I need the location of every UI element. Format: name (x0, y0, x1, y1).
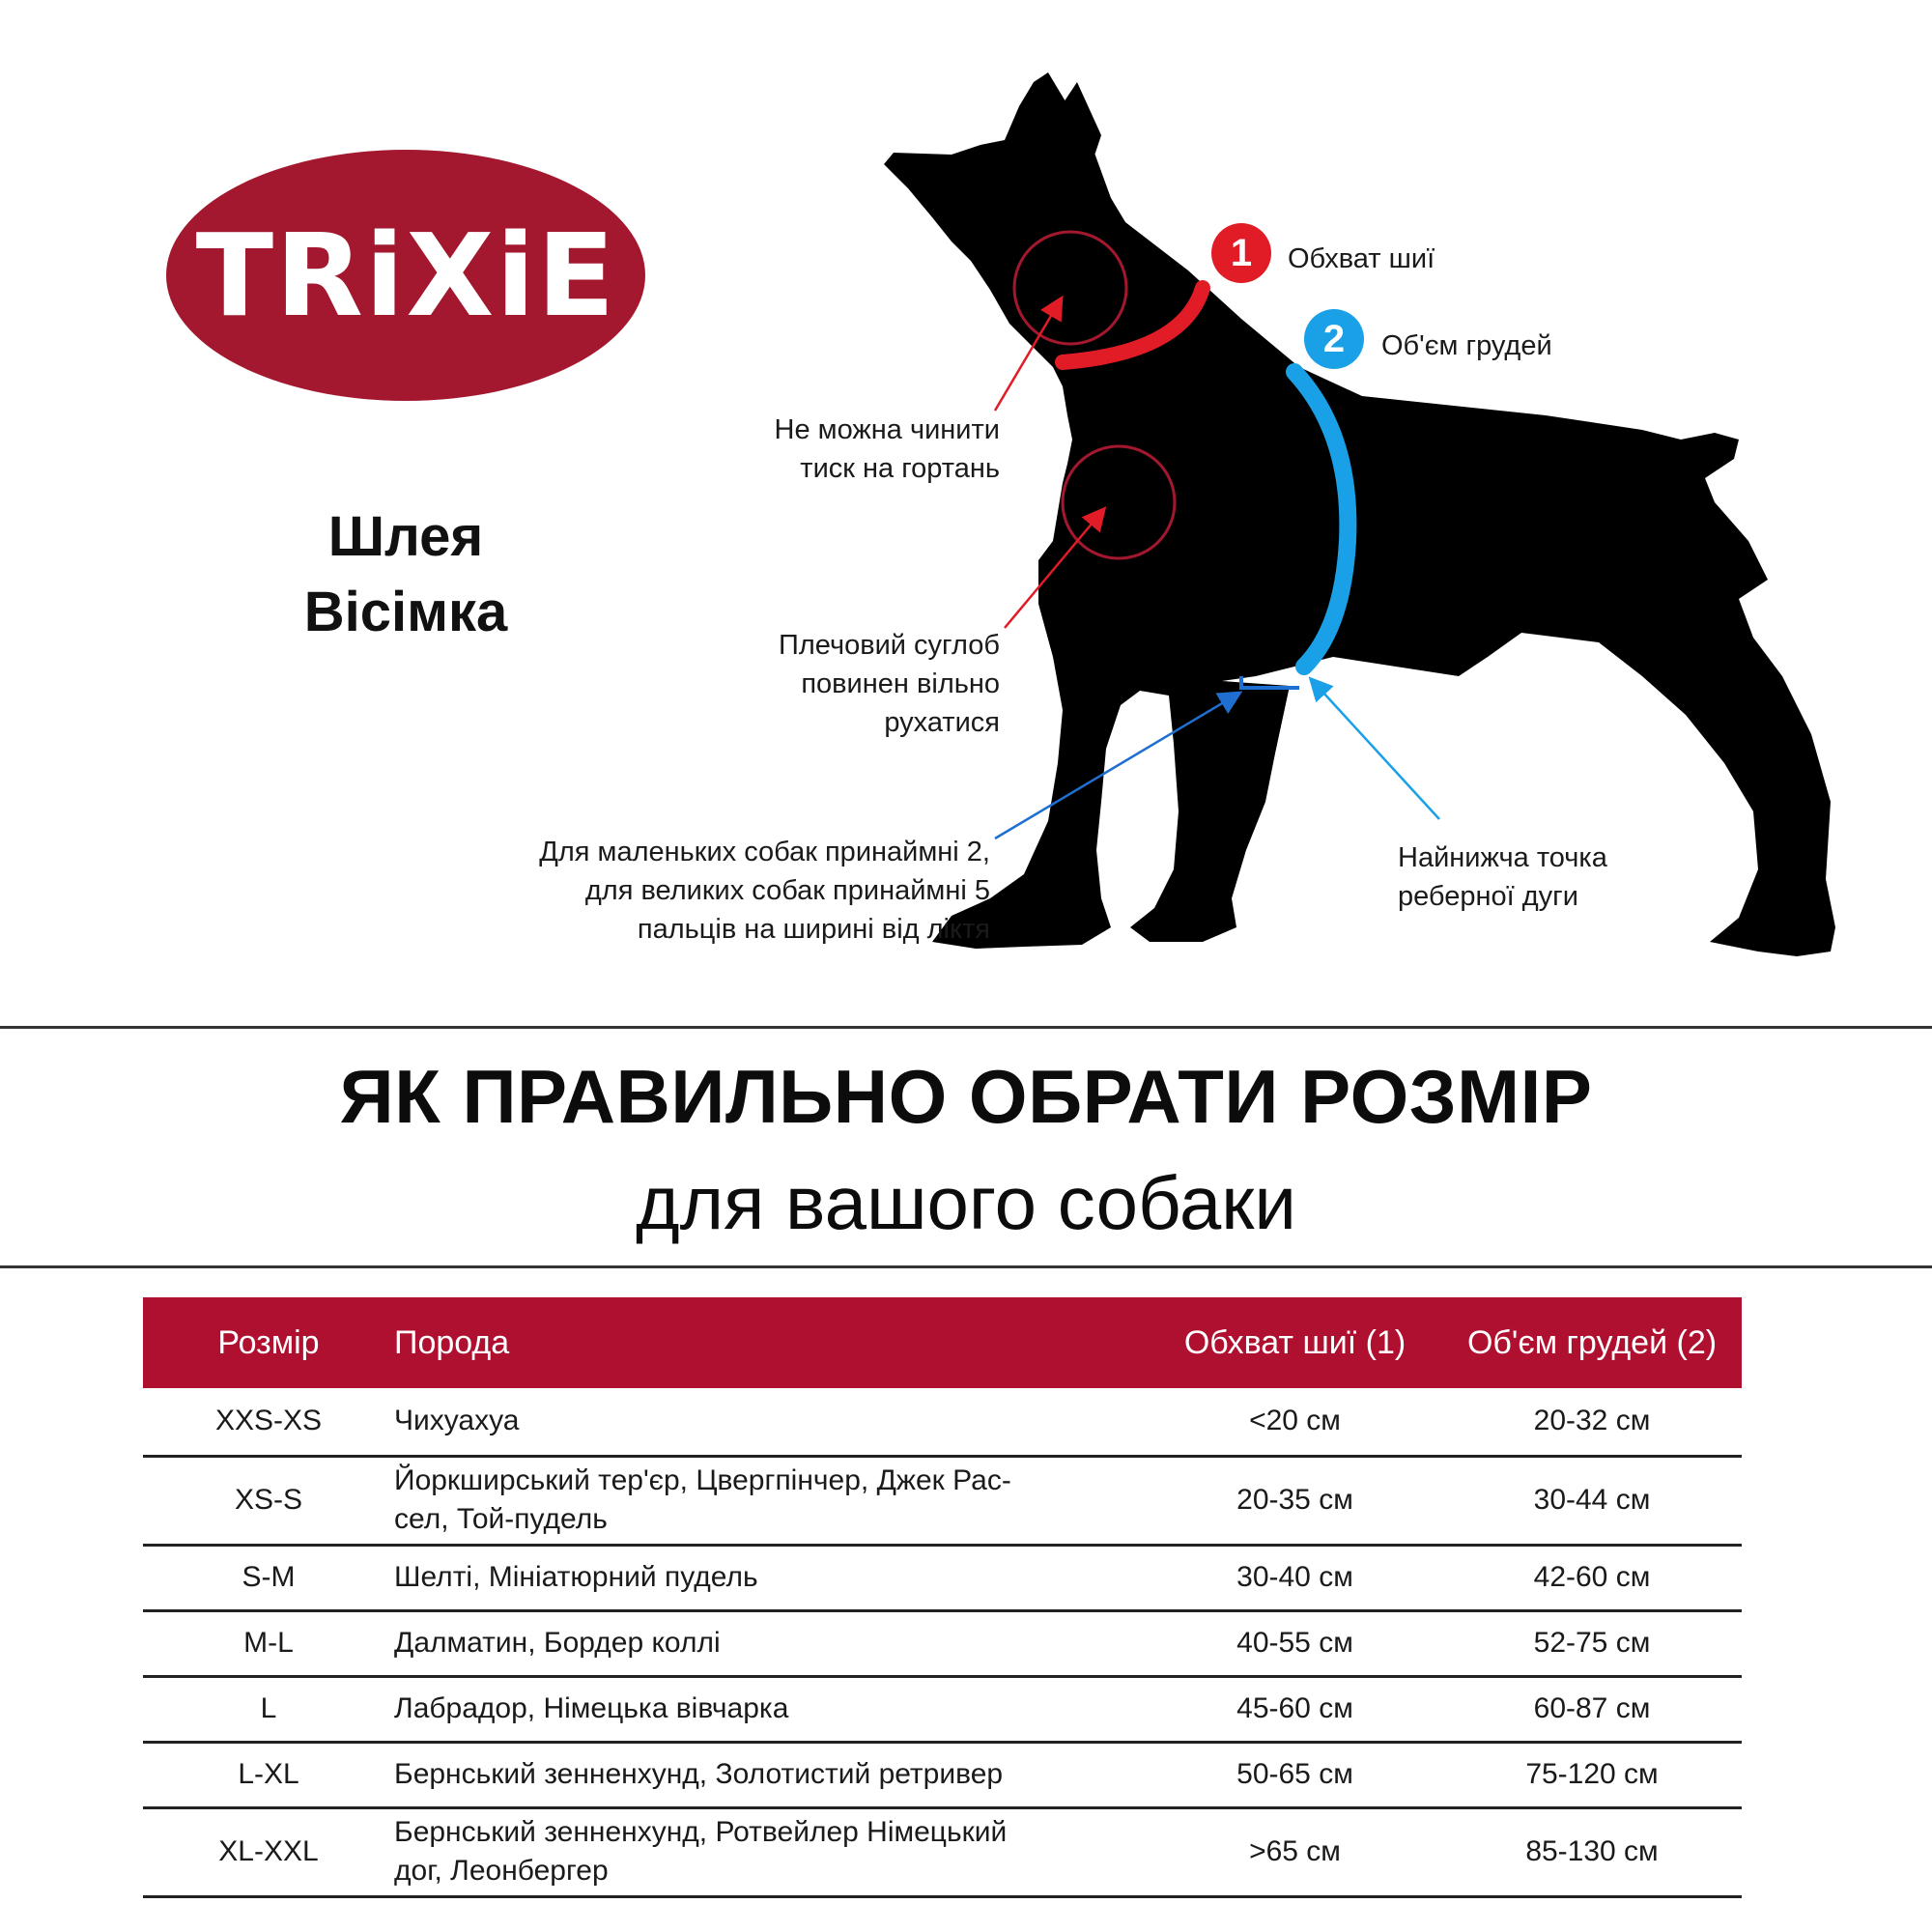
product-title-line1: Шлея (327, 505, 484, 568)
chest-badge: 2 (1304, 309, 1364, 369)
table-row: XS-S Йоркширський тер'єр, Цвергпінчер, Джек Рас- сел, Той-пудель 20-35 см 30-44 см (143, 1456, 1742, 1545)
header-chest: Об'єм грудей (2) (1442, 1297, 1742, 1388)
logo-wordmark: TRiXiE (195, 209, 617, 342)
rib-note: Найнижча точка реберної дуги (1398, 842, 1607, 912)
table-row: M-L Далматин, Бордер коллі 40-55 см 52-75 см (143, 1610, 1742, 1676)
elbow-marker-icon (1241, 676, 1299, 688)
table-row: L-XL Бернський зенненхунд, Золотистий ретривер 50-65 см 75-120 см (143, 1742, 1742, 1807)
dog-silhouette-icon (884, 72, 1835, 956)
size-guide-heading: ЯК ПРАВИЛЬНО ОБРАТИ РОЗМІР (339, 1054, 1593, 1139)
table-row: XXS-XS Чихуахуа <20 см 20-32 см (143, 1388, 1742, 1456)
shoulder-note: Плечовий суглоб повинен вільно рухатися (779, 630, 1000, 738)
rib-arrow-icon (1312, 680, 1439, 819)
table-row: XL-XXL Бернський зенненхунд, Ротвейлер Німецький дог, Леонбергер >65 см 85-130 см (143, 1807, 1742, 1896)
larynx-note: Не можна чинити тиск на гортань (774, 414, 1000, 484)
table-header-row (143, 1297, 1742, 1388)
size-guide-subheading: для вашого собаки (636, 1160, 1296, 1245)
chest-label: Об'єм грудей (1381, 330, 1552, 361)
header-size: Розмір (143, 1297, 394, 1388)
header-breed: Порода (394, 1297, 1148, 1388)
top-divider (0, 1026, 1932, 1029)
header-neck: Обхват шиї (1) (1148, 1297, 1442, 1388)
size-table (143, 1297, 1742, 1898)
bottom-divider (0, 1265, 1932, 1268)
table-row: L Лабрадор, Німецька вівчарка 45-60 см 60-87 см (143, 1676, 1742, 1742)
neck-badge: 1 (1211, 223, 1271, 283)
table-row: S-M Шелті, Мініатюрний пудель 30-40 см 42-60 см (143, 1545, 1742, 1610)
neck-label: Обхват шиї (1288, 243, 1435, 274)
elbow-note: Для маленьких собак принаймні 2, для великих собак принаймні 5 пальців на ширині від ліктя (539, 837, 990, 945)
product-title-line2: Вісімка (303, 581, 508, 643)
